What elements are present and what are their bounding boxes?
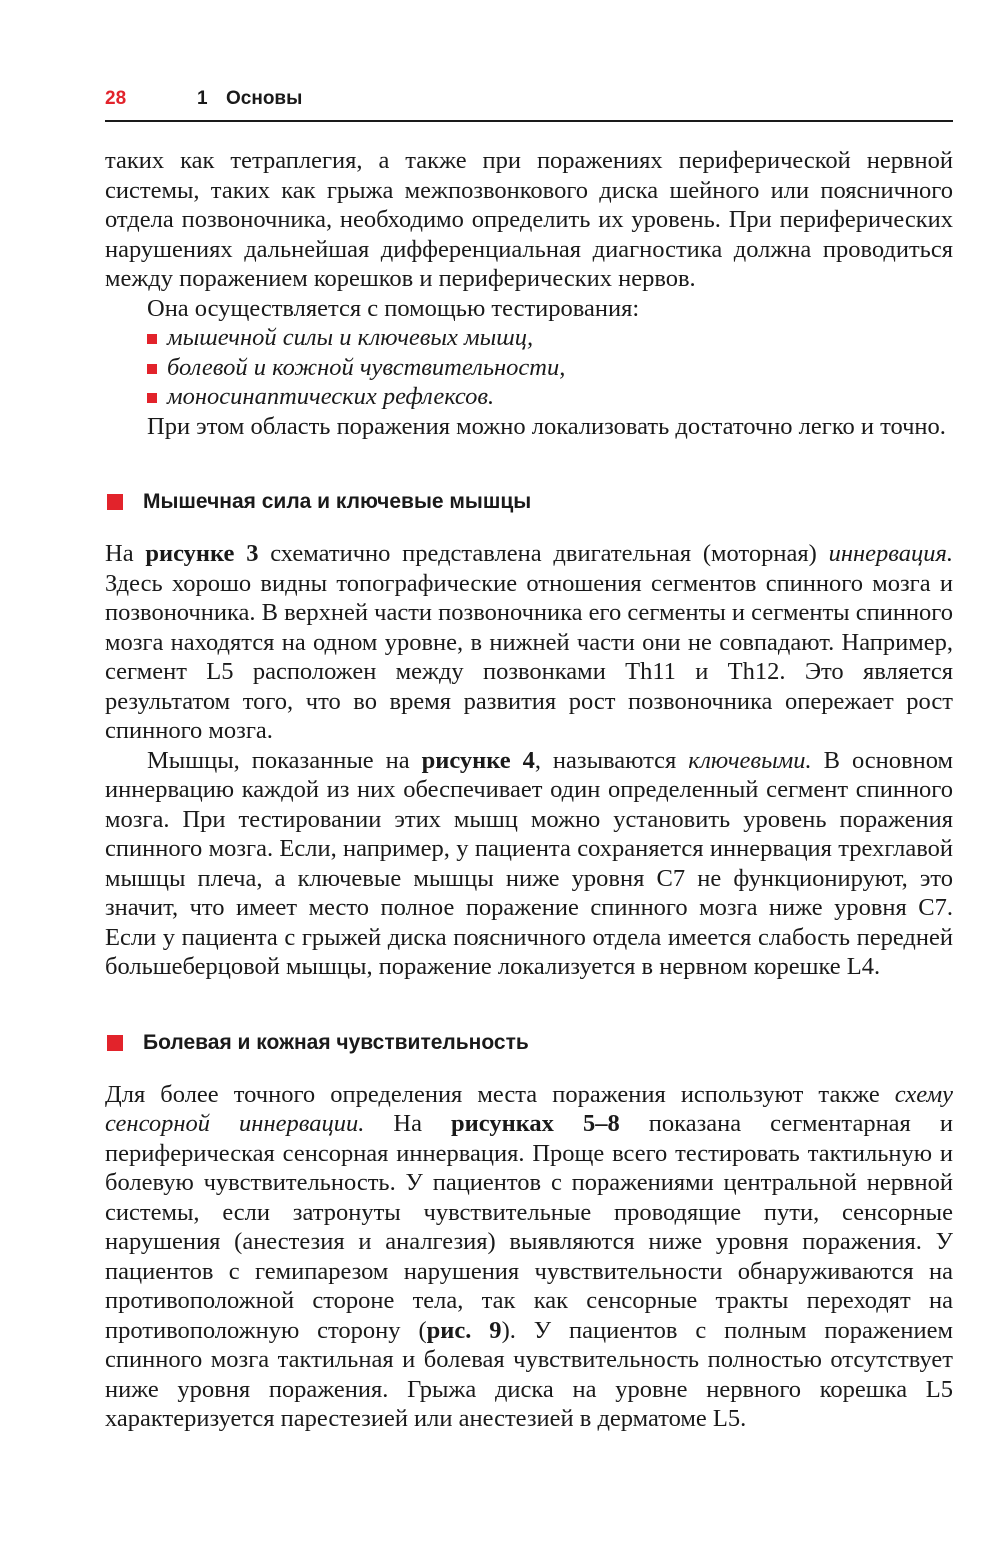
emphasis: схему сенсорной иннервации. xyxy=(105,1080,953,1137)
section1-paragraph-1 xyxy=(105,539,953,746)
figure-reference: рисунке 4 xyxy=(421,746,535,774)
intro-paragraph: таких как тетраплегия, а также при поражениях периферической нервной системы, таких как грыжа межпозвонкового диска шейного или поясничного отдела позвоночника, необходимо определить их уровень. При периферических нарушениях дальнейшая дифференциальная диагностика должна проводиться между поражением корешков и периферических нервов. xyxy=(105,147,953,292)
heading-square-icon xyxy=(107,494,123,510)
emphasis: иннервация. xyxy=(828,540,953,567)
list-item-text: моносинаптических рефлексов. xyxy=(167,383,495,410)
bullet-square-icon xyxy=(147,364,157,374)
text-run: схематично представлена двигательная (моторная) xyxy=(258,540,829,567)
heading-square-icon xyxy=(107,1035,123,1051)
text-run: , называются xyxy=(534,746,689,774)
bullet-square-icon xyxy=(147,334,157,344)
page-number: 28 xyxy=(105,88,127,109)
text-run: В основном иннервацию каждой из них обеспечивает один определенный сегмент спинного мозга. При тестировании этих мышц можно установить уровень поражения спинного мозга. Если, например, у пациента сохраняется иннервация трехглавой мышцы плеча, а ключевые мышцы ниже уровня C7 не функционируют, это значит, что имеет место полное поражение спинного мозга ниже уровня C7. Если у пациента с грыжей диска поясничного отдела имеется слабость передней большеберцовой мышцы, поражение локализуется в нервном корешке L4. xyxy=(105,746,954,980)
figure-reference: рис. 9 xyxy=(426,1316,502,1344)
intro-closing: При этом область поражения можно локализовать достаточно легко и точно. xyxy=(147,412,946,440)
text-run: На xyxy=(105,540,146,567)
section2-paragraph-1 xyxy=(105,1080,953,1434)
list-item-text: болевой и кожной чувствительности, xyxy=(167,353,566,381)
intro-lead: Она осуществляется с помощью тестирования: xyxy=(147,294,640,322)
list-item xyxy=(147,353,953,383)
text-run: ). У пациентов с полным поражением спинного мозга тактильная и болевая чувствительность полностью отсутствует ниже уровня поражения. Грыжа диска на уровне нервного корешка L5 характеризуется парестезией или анестезией в дерматоме L5. xyxy=(105,1316,953,1432)
section-heading-muscle-strength xyxy=(105,487,953,517)
section-heading-pain-sensitivity xyxy=(105,1028,953,1058)
section-title: Болевая и кожная чувствительность xyxy=(143,1030,529,1054)
bullet-list xyxy=(105,323,953,412)
text-run: На xyxy=(364,1110,452,1137)
emphasis: ключевыми. xyxy=(688,746,812,774)
section1-paragraph-2 xyxy=(105,746,953,982)
section-title: Мышечная сила и ключевые мышцы xyxy=(143,490,532,513)
text-run: Для более точного определения места поражения используют также xyxy=(105,1080,895,1108)
list-item-text: мышечной силы и ключевых мышц, xyxy=(167,324,534,351)
list-item xyxy=(147,382,953,412)
text-run: Здесь хорошо видны топографические отношения сегментов спинного мозга и позвоночника. В верхней части позвоночника его сегменты и сегменты спинного мозга находятся на одном уровне, в нижней части они не совпадают. Например, сегмент L5 расположен между позвонками Th11 и Th12. Это является результатом того, что во время развития рост позвоночника опережает рост спинного мозга. xyxy=(105,569,953,744)
bullet-square-icon xyxy=(147,393,157,403)
figure-reference: рисунках 5–8 xyxy=(451,1110,620,1137)
chapter-title: Основы xyxy=(226,88,303,109)
page-content xyxy=(105,146,953,1434)
chapter-number: 1 xyxy=(197,88,208,109)
text-run: показана сегментарная и периферическая сенсорная иннервация. Проще всего тестировать тактильную и болевую чувствительность. У пациентов с поражениями центральной нервной системы, если затронуты чувствительные проводящие пути, сенсорные нарушения (анестезия и аналгезия) выявляются ниже уровня поражения. У пациентов с гемипарезом нарушения чувствительности обнаруживаются на противоположной стороне тела, так как сенсорные тракты переходят на противоположную сторону ( xyxy=(105,1110,953,1344)
page-header xyxy=(105,86,953,122)
text-run: Мышцы, показанные на xyxy=(147,746,422,774)
list-item xyxy=(147,323,953,353)
figure-reference: рисунке 3 xyxy=(145,540,259,567)
